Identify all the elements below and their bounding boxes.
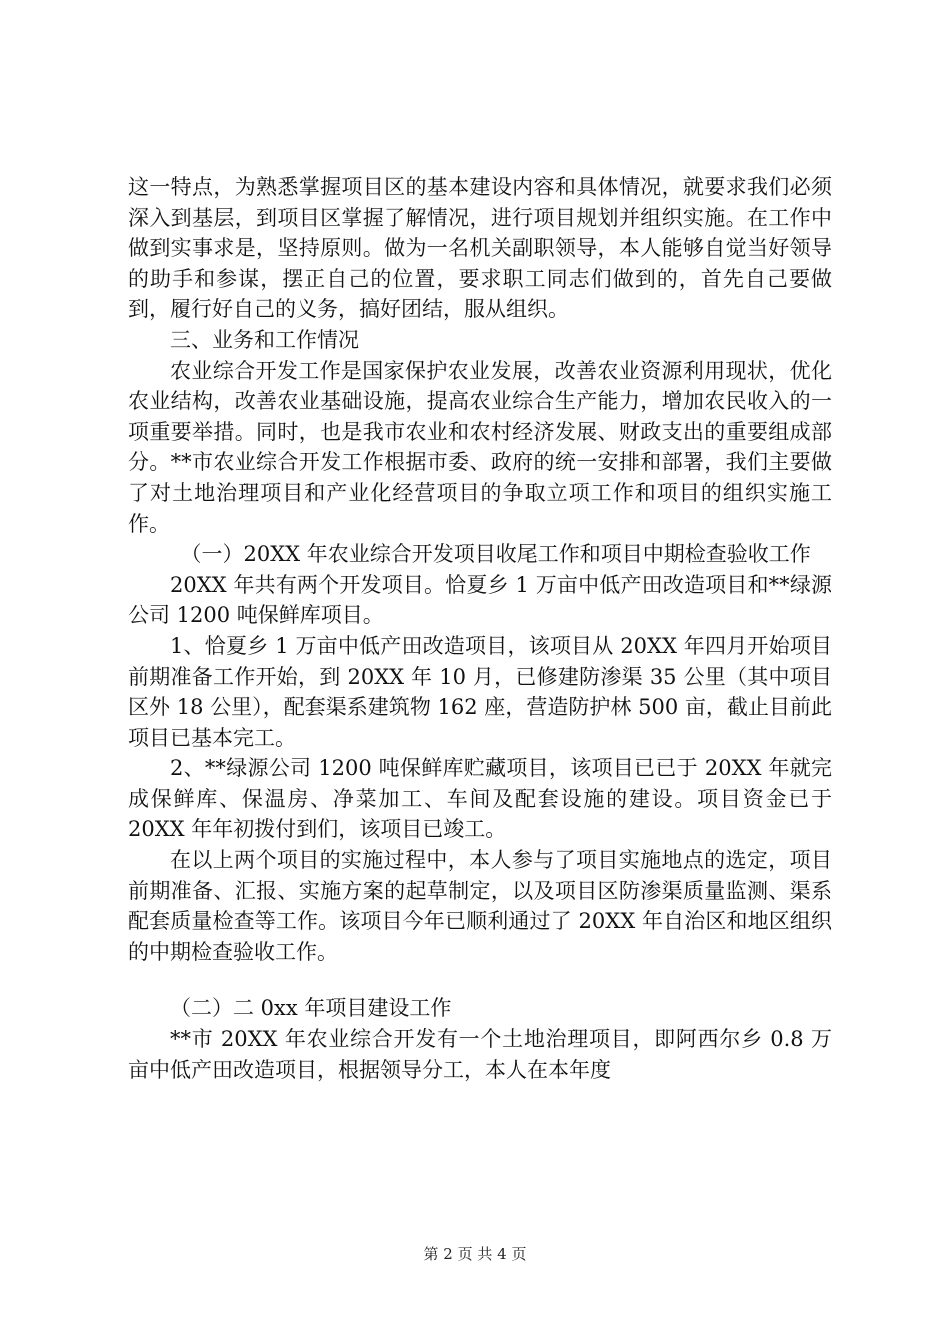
paragraph-overview: 农业综合开发工作是国家保护农业发展，改善农业资源利用现状，优化农业结构，改善农业基础设施，提高农业综合生产能力，增加农民收入的一项重要举措。同时，也是我市农业和农村经济发展、财政支出的重要组成部分。**市农业综合开发工作根据市委、政府的统一安排和部署，我们主要做了对土地治理项目和产业化经营项目的争取立项工作和项目的组织实施工作。: [128, 358, 832, 536]
section-heading-business: 三、业务和工作情况: [170, 327, 359, 352]
subsection-heading-two: （二）二 0xx 年项目建设工作: [170, 996, 452, 1021]
page-footer: 第 2 页 共 4 页: [423, 1245, 527, 1263]
paragraph-spacer: [128, 967, 832, 993]
document-body: [128, 172, 832, 1085]
paragraph-project-2: 2、**绿源公司 1200 吨保鲜库贮藏项目，该项目已已于 20XX 年就完成保鲜库、保温房、净菜加工、车间及配套设施的建设。项目资金已于 20XX 年年初拨付到们，该项目已竣工。: [128, 756, 832, 842]
paragraph-continuation: 这一特点，为熟悉掌握项目区的基本建设内容和具体情况，就要求我们必须深入到基层，到项目区掌握了解情况，进行项目规划并组织实施。在工作中做到实事求是，坚持原则。做为一名机关副职领导，本人能够自觉当好领导的助手和参谋，摆正自己的位置，要求职工同志们做到的，首先自己要做到，履行好自己的义务，搞好团结，服从组织。: [128, 175, 832, 322]
paragraph-construction: **市 20XX 年农业综合开发有一个土地治理项目，即阿西尔乡 0.8 万亩中低产田改造项目，根据领导分工，本人在本年度: [128, 1027, 832, 1082]
paragraph-participation: 在以上两个项目的实施过程中，本人参与了项目实施地点的选定，项目前期准备、汇报、实施方案的起草制定，以及项目区防渗渠质量监测、渠系配套质量检查等工作。该项目今年已顺利通过了 20XX 年自治区和地区组织的中期检查验收工作。: [128, 848, 832, 964]
paragraph-project-1: 1、恰夏乡 1 万亩中低产田改造项目，该项目从 20XX 年四月开始项目前期准备工作开始，到 20XX 年 10 月，已修建防渗渠 35 公里（其中项目区外 18 公里），配套渠系建筑物 162 座，营造防护林 500 亩，截止目前此项目已基本完工。: [128, 633, 832, 750]
subsection-heading-one: （一）20XX 年农业综合开发项目收尾工作和项目中期检查验收工作: [180, 542, 811, 567]
paragraph-projects-intro: 20XX 年共有两个开发项目。恰夏乡 1 万亩中低产田改造项目和**绿源公司 1200 吨保鲜库项目。: [128, 572, 832, 628]
